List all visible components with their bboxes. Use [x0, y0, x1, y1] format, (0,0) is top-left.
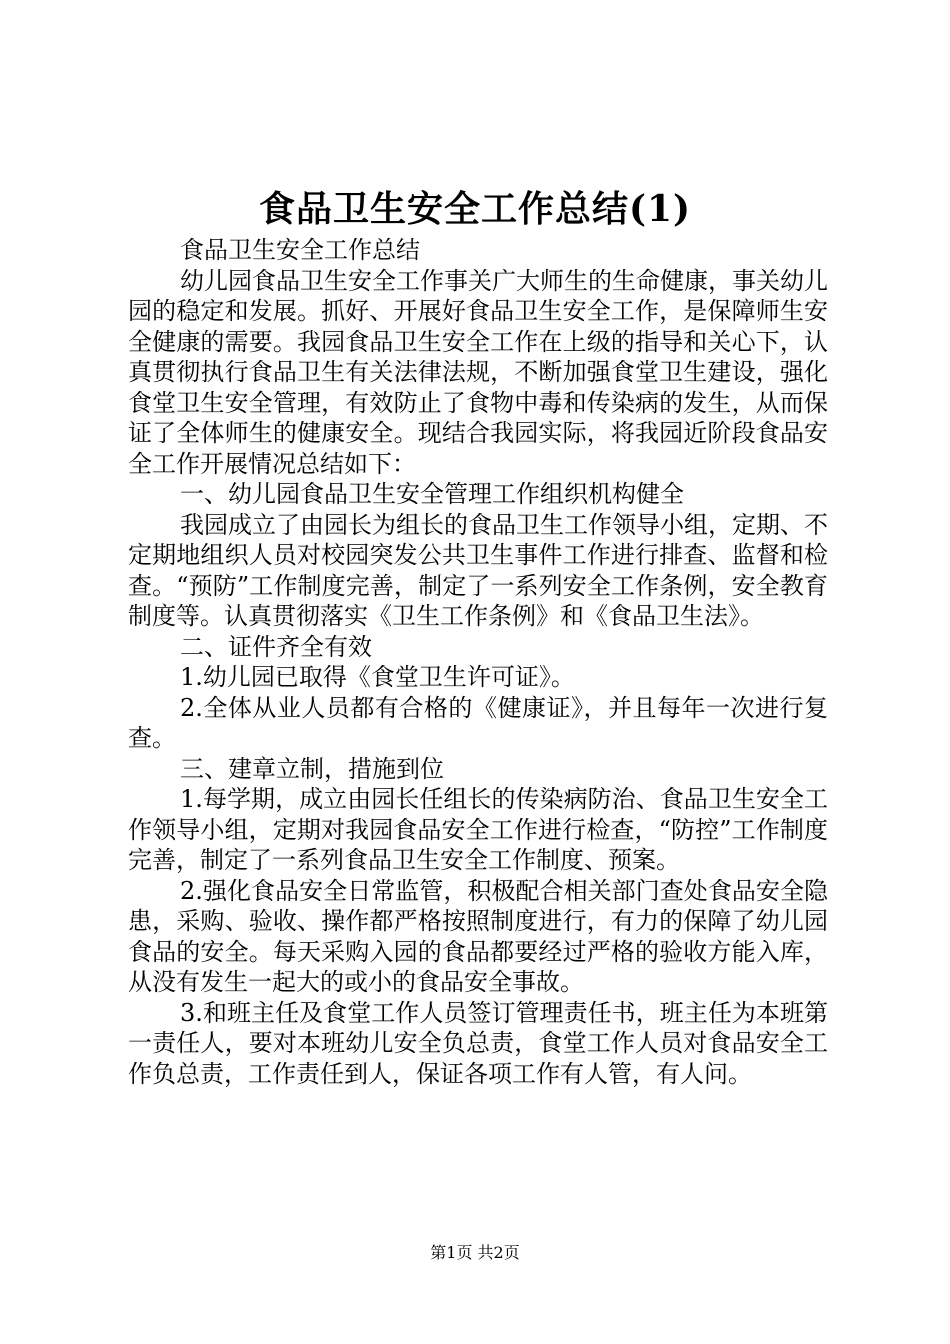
- list-item-certificate-2: 2.全体从业人员都有合格的《健康证》，并且每年一次进行复查。: [128, 693, 828, 752]
- section-heading-3: 三、建章立制，措施到位: [180, 754, 444, 783]
- section-heading-1: 一、幼儿园食品卫生安全管理工作组织机构健全: [180, 480, 684, 508]
- paragraph-subtitle: 食品卫生安全工作总结: [180, 236, 420, 264]
- document-title: 食品卫生安全工作总结(1): [258, 188, 692, 230]
- list-item-measure-1: 1.每学期，成立由园长任组长的传染病防治、食品卫生安全工作领导小组，定期对我园食品安全工作进行检查，“防控”工作制度完善，制定了一系列食品卫生安全工作制度、预案。: [128, 785, 828, 874]
- paragraph-intro: 幼儿园食品卫生安全工作事关广大师生的生命健康，事关幼儿园的稳定和发展。抓好、开展好食品卫生安全工作，是保障师生安全健康的需要。我园食品卫生安全工作在上级的指导和关心下，认真贯彻执行食品卫生有关法律法规，不断加强食堂卫生建设，强化食堂卫生安全管理，有效防止了食物中毒和传染病的发生，从而保证了全体师生的健康安全。现结合我园实际，将我园近阶段食品安全工作开展情况总结如下：: [128, 266, 828, 478]
- paragraph-organization: 我园成立了由园长为组长的食品卫生工作领导小组，定期、不定期地组织人员对校园突发公共卫生事件工作进行排查、监督和检查。“预防”工作制度完善，制定了一系列安全工作条例，安全教育制度等。认真贯彻落实《卫生工作条例》和《食品卫生法》。: [128, 510, 828, 630]
- section-heading-2: 二、证件齐全有效: [180, 632, 372, 661]
- list-item-measure-2: 2.强化食品安全日常监管，积极配合相关部门查处食品安全隐患，采购、验收、操作都严格按照制度进行，有力的保障了幼儿园食品的安全。每天采购入园的食品都要经过严格的验收方能入库，从没有发生一起大的或小的食品安全事故。: [128, 876, 828, 996]
- document-body: [128, 235, 828, 1089]
- list-item-measure-3: 3.和班主任及食堂工作人员签订管理责任书，班主任为本班第一责任人，要对本班幼儿安全负总责，食堂工作人员对食品安全工作负总责，工作责任到人，保证各项工作有人管，有人问。: [128, 998, 828, 1088]
- page-footer: 第1页 共2页: [430, 1243, 520, 1262]
- list-item-certificate-1: 1.幼儿园已取得《食堂卫生许可证》。: [180, 663, 575, 691]
